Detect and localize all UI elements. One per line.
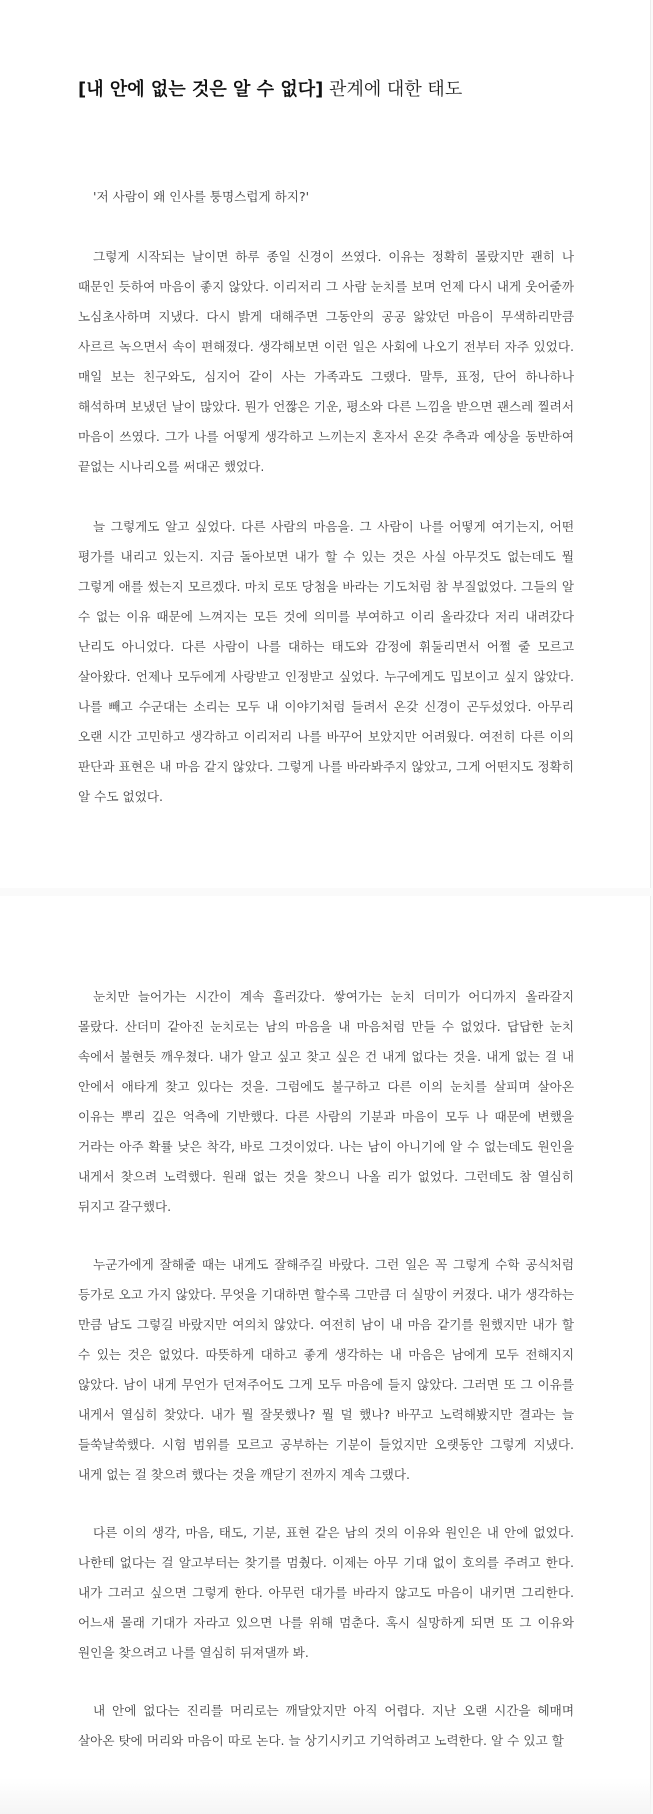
- paragraph: 눈치만 늘어가는 시간이 계속 흘러갔다. 쌓여가는 눈치 더미가 어디까지 올라갈지 몰랐다. 산더미 같아진 눈치로는 남의 마음을 내 마음처럼 만들 수 없었다. 답답한 눈치 속에서 불현듯 깨우쳤다. 내가 알고 싶고 찾고 싶은 건 내게 없다는 것을. 내게 없는 걸 내 안에서 애타게 찾고 있다는 것을. 그럼에도 불구하고 다른 이의 눈치를 살피며 살아온 이유는 뿌리 깊은 억측에 기반했다. 다른 사람의 기분과 마음이 모두 나 때문에 변했을 거라는 아주 확률 낮은 착각, 바로 그것이었다. 나는 남이 아니기에 알 수 없는데도 원인을 내게서 찾으려 노력했다. 원래 없는 것을 찾으니 나올 리가 없었다. 그런데도 참 열심히 뒤지고 갈구했다.: [78, 989, 574, 1214]
- paragraph: 누군가에게 잘해줄 때는 내게도 잘해주길 바랐다. 그런 일은 꼭 그렇게 수학 공식처럼 등가로 오고 가지 않았다. 무엇을 기대하면 할수록 그만큼 더 실망이 커졌다. 내가 생각하는 만큼 남도 그렇길 바랐지만 여의치 않았다. 여전히 남이 내 마음 같기를 원했지만 내가 할 수 있는 것은 없었다. 따뜻하게 대하고 좋게 생각하는 내 마음은 남에게 모두 전해지지 않았다. 남이 내게 무언가 던져주어도 그게 모두 마음에 들지 않았다. 그러면 또 그 이유를 내게서 열심히 찾았다. 내가 뭘 잘못했나? 뭘 덜 했나? 바꾸고 노력해봤지만 결과는 늘 들쑥날쑥했다. 시험 범위를 모르고 공부하는 기분이 들었지만 오랫동안 그렇게 지냈다. 내게 없는 걸 찾으려 했다는 것을 깨닫기 전까지 계속 그랬다.: [78, 1257, 574, 1482]
- paragraph: 다른 이의 생각, 마음, 태도, 기분, 표현 같은 남의 것의 이유와 원인은 내 안에 없었다. 나한테 없다는 걸 알고부터는 찾기를 멈췄다. 이제는 아무 기대 없이 호의를 주려고 한다. 내가 그러고 싶으면 그렇게 한다. 아무런 대가를 바라지 않고도 마음이 내키면 그리한다. 어느새 몰래 기대가 자라고 있으면 나를 위해 멈춘다. 혹시 실망하게 되면 또 그 이유와 원인을 찾으려고 나를 열심히 뒤져댈까 봐.: [78, 1525, 574, 1660]
- bottom-fade: [0, 1778, 651, 1814]
- paragraph: 내 안에 없다는 진리를 머리로는 깨달았지만 아직 어렵다. 지난 오랜 시간을 헤매며 살아온 탓에 머리와 마음이 따로 논다. 늘 상기시키고 기억하려고 노력한다. 알 수 있고 할: [78, 1703, 574, 1748]
- page-2-body: [78, 982, 574, 1756]
- page-2: [0, 896, 651, 1814]
- article-title: [78, 78, 462, 102]
- paragraph: 늘 그렇게도 알고 싶었다. 다른 사람의 마음을. 그 사람이 나를 어떻게 여기는지, 어떤 평가를 내리고 있는지. 지금 돌아보면 내가 할 수 있는 것은 사실 아무것도 없는데도 뭘 그렇게 애를 썼는지 모르겠다. 마치 로또 당첨을 바라는 기도처럼 참 부질없었다. 그들의 알 수 없는 이유 때문에 느껴지는 모든 것에 의미를 부여하고 이리 올라갔다 저리 내려갔다 난리도 아니었다. 다른 사람이 나를 대하는 태도와 감정에 휘둘리면서 어쩔 줄 모르고 살아왔다. 언제나 모두에게 사랑받고 인정받고 싶었다. 누구에게도 밉보이고 싶지 않았다. 나를 빼고 수군대는 소리는 모두 내 이야기처럼 들려서 온갖 신경이 곤두섰었다. 아무리 오랜 시간 고민하고 생각하고 이리저리 나를 바꾸어 보았지만 어려웠다. 여전히 다른 이의 판단과 표현은 내 마음 같지 않았다. 그렇게 나를 바라봐주지 않았고, 그게 어떤지도 정확히 알 수도 없었다.: [78, 519, 574, 804]
- title-rest: 관계에 대한 태도: [323, 79, 463, 100]
- paragraph: 그렇게 시작되는 날이면 하루 종일 신경이 쓰였다. 이유는 정확히 몰랐지만 괜히 나 때문인 듯하여 마음이 좋지 않았다. 이리저리 그 사람 눈치를 보며 언제 다시 내게 웃어줄까 노심초사하며 지냈다. 다시 밝게 대해주면 그동안의 공공 앓았던 마음이 무색하리만큼 사르르 녹으면서 속이 편해졌다. 생각해보면 이런 일은 사회에 나오기 전부터 자주 있었다. 매일 보는 친구와도, 심지어 같이 사는 가족과도 그랬다. 말투, 표정, 단어 하나하나 해석하며 보냈던 날이 많았다. 뭔가 언짢은 기운, 평소와 다른 느낌을 받으면 괜스레 찔려서 마음이 쓰였다. 그가 나를 어떻게 생각하고 느끼는지 혼자서 온갖 추측과 예상을 동반하여 끝없는 시나리오를 써대곤 했었다.: [78, 249, 574, 474]
- title-bold: [내 안에 없는 것은 알 수 없다]: [78, 79, 324, 100]
- paragraph: '저 사람이 왜 인사를 퉁명스럽게 하지?': [93, 189, 310, 204]
- page-1-body: [78, 182, 574, 812]
- page-1: [0, 0, 651, 888]
